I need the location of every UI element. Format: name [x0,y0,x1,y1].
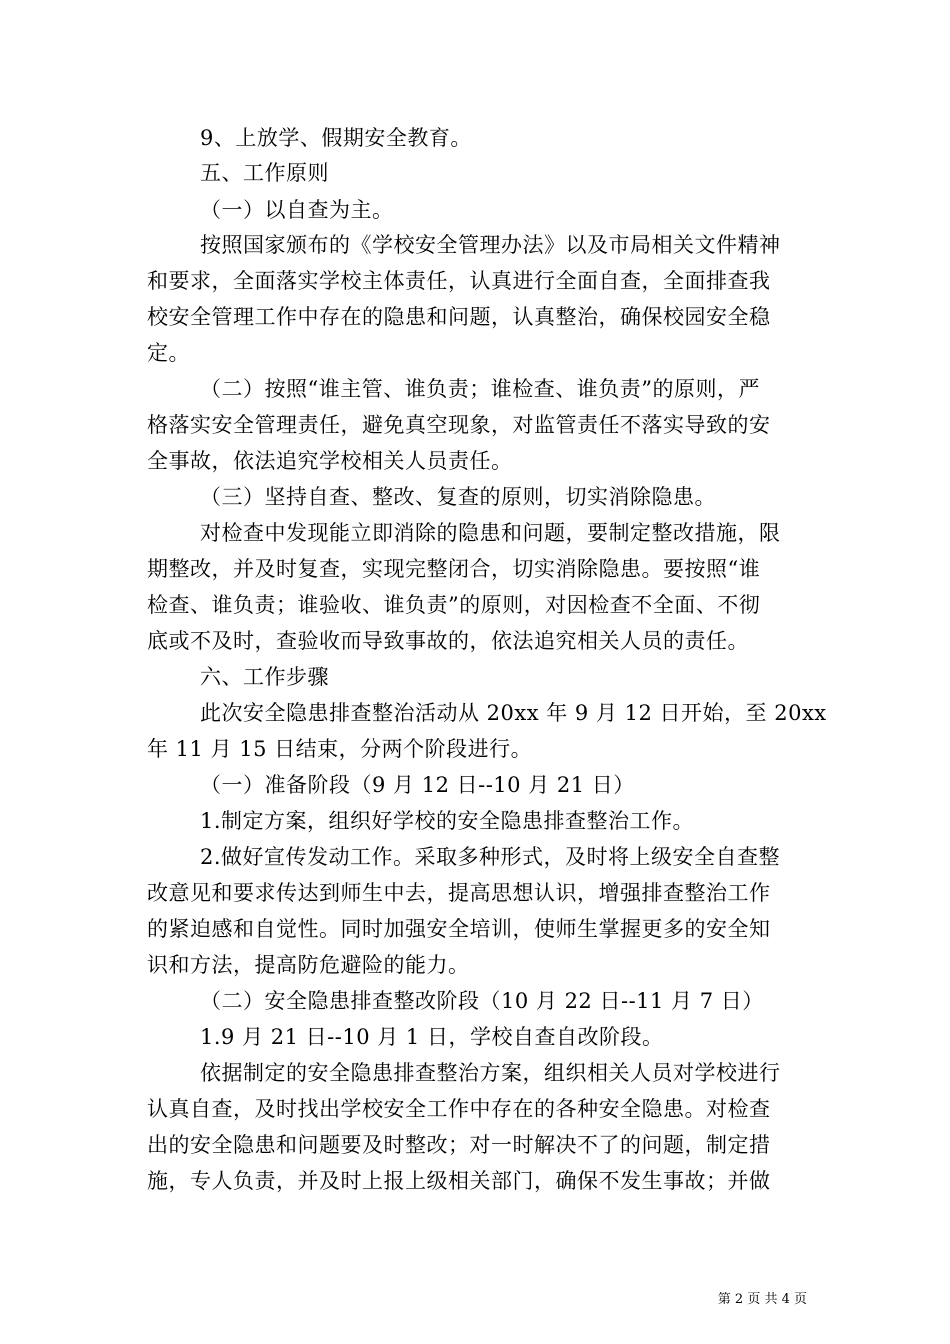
text-line: 按照国家颁布的《学校安全管理办法》以及市局相关文件精神 [200,233,781,257]
section-heading: 六、工作步骤 [200,665,329,689]
text-line: 检查、谁负责；谁验收、谁负责”的原则，对因检查不全面、不彻 [147,593,761,617]
page-number: 第 2 页 共 4 页 [717,1292,807,1307]
text-line: 依据制定的安全隐患排查整治方案，组织相关人员对学校进行 [200,1061,781,1085]
text-line: 校安全管理工作中存在的隐患和问题，认真整治，确保校园安全稳 [147,305,771,329]
text-line: 期整改，并及时复查，实现完整闭合，切实消除隐患。要按照“谁 [147,557,761,581]
text-line: 认真自查，及时找出学校安全工作中存在的各种安全隐患。对检查 [147,1097,771,1121]
subsection-heading: （二）安全隐患排查整改阶段（10 月 22 日--11 月 7 日） [200,989,764,1013]
text-line: 1.9 月 21 日--10 月 1 日，学校自查自改阶段。 [200,1025,664,1049]
text-line: 和要求，全面落实学校主体责任，认真进行全面自查，全面排查我 [147,269,771,293]
subsection-heading: （三）坚持自查、整改、复查的原则，切实消除隐患。 [200,485,716,509]
text-line: 的紧迫感和自觉性。同时加强安全培训，使师生掌握更多的安全知 [147,917,771,941]
text-line: 此次安全隐患排查整治活动从 20xx 年 9 月 12 日开始，至 20xx [200,701,827,725]
subsection-heading: （一）准备阶段（9 月 12 日--10 月 21 日） [200,773,635,797]
text-line: 识和方法，提高防危避险的能力。 [147,953,470,977]
text-line: 对检查中发现能立即消除的隐患和问题，要制定整改措施，限 [200,521,781,545]
text-line: 9、上放学、假期安全教育。 [200,126,472,150]
text-line: 定。 [147,341,190,365]
text-line: 2.做好宣传发动工作。采取多种形式，及时将上级安全自查整 [200,845,781,869]
text-line: 施，专人负责，并及时上报上级相关部门，确保不发生事故；并做 [147,1169,771,1193]
text-line: 出的安全隐患和问题要及时整改；对一时解决不了的问题，制定措 [147,1133,771,1157]
text-line: 改意见和要求传达到师生中去，提高思想认识，增强排查整治工作 [147,881,771,905]
text-line: 年 11 月 15 日结束，分两个阶段进行。 [147,737,533,761]
section-heading: 五、工作原则 [200,161,329,185]
text-line: 底或不及时，查验收而导致事故的，依法追究相关人员的责任。 [147,629,749,653]
text-line: 全事故，依法追究学校相关人员责任。 [147,449,513,473]
subsection-heading: （一）以自查为主。 [200,198,394,222]
text-line: 格落实安全管理责任，避免真空现象，对监管责任不落实导致的安 [147,413,771,437]
text-line: 1.制定方案，组织好学校的安全隐患排查整治工作。 [200,809,695,833]
subsection-heading: （二）按照“谁主管、谁负责；谁检查、谁负责”的原则，严 [200,377,760,401]
